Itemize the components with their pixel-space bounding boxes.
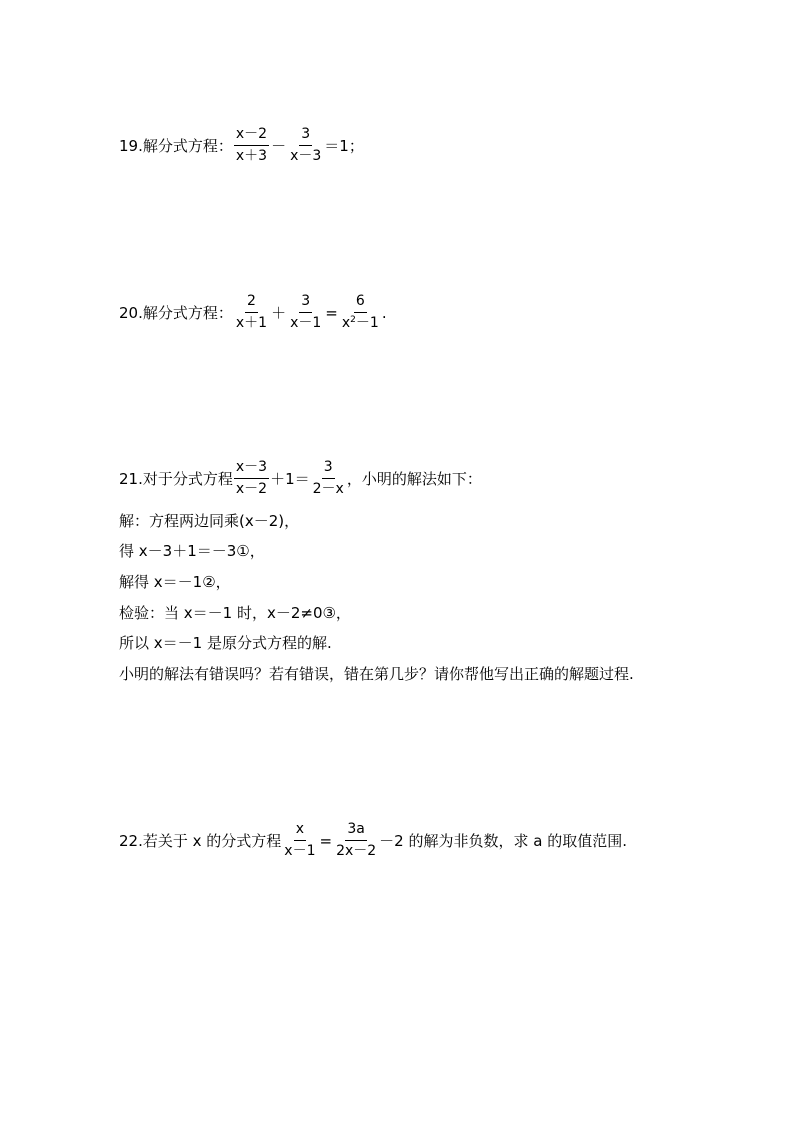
q19-label: 19.解分式方程：: [119, 136, 233, 155]
q21-fraction-1: [234, 459, 269, 498]
q22-rest: －2 的解为非负数，求 a 的取值范围.: [379, 831, 627, 850]
q20-f3-den-exponent: 2: [350, 315, 356, 325]
question-22: [119, 821, 627, 860]
q22-fraction-1: [282, 821, 317, 860]
q21-solution-line-4: 检验：当 x＝－1 时，x－2≠0③，: [119, 604, 351, 622]
question-21: [119, 459, 482, 498]
q21-solution-line-1: 解：方程两边同乘(x－2)，: [119, 512, 300, 530]
q20-f3-den-tail: －1: [355, 315, 379, 331]
q21-label: 21.对于分式方程: [119, 469, 233, 488]
q20-fraction-1-numerator: 2: [245, 293, 258, 313]
q21-solution-line-5: 所以 x＝－1 是原分式方程的解.: [119, 634, 332, 652]
q20-fraction-2: [288, 293, 323, 332]
q21-rest: ，小明的解法如下：: [346, 469, 482, 488]
question-20: [119, 293, 387, 332]
q21-fraction-2-numerator: 3: [322, 459, 335, 479]
q20-rest: .: [381, 303, 387, 322]
q20-operator-1: ＋: [271, 303, 287, 322]
q20-fraction-3: [340, 293, 381, 332]
q20-fraction-1: [234, 293, 269, 332]
q20-fraction-1-denominator: x＋1: [235, 315, 268, 331]
q22-fraction-2-denominator: 2x－2: [336, 843, 377, 859]
q19-fraction-2-numerator: 3: [299, 126, 312, 146]
q21-fraction-2-denominator: 2－x: [312, 481, 344, 497]
q22-fraction-2-numerator: 3a: [345, 821, 367, 841]
q21-mid: ＋1＝: [270, 469, 310, 488]
q19-fraction-1-numerator: x－2: [234, 126, 269, 146]
q22-operator: =: [319, 831, 333, 850]
q21-fraction-1-numerator: x－3: [234, 459, 269, 479]
q21-question-line: 小明的解法有错误吗？若有错误，错在第几步？请你帮他写出正确的解题过程.: [119, 665, 634, 683]
q21-solution-line-2: 得 x－3＋1＝－3①，: [119, 542, 265, 560]
q22-fraction-2: [334, 821, 378, 860]
q19-fraction-2-denominator: x－3: [290, 148, 322, 164]
q20-fraction-2-numerator: 3: [299, 293, 312, 313]
q21-solution-line-3: 解得 x＝－1②，: [119, 573, 231, 591]
q20-label: 20.解分式方程：: [119, 303, 233, 322]
question-19: [119, 126, 364, 165]
q19-fraction-2: [288, 126, 323, 165]
q20-fraction-3-denominator: [340, 313, 381, 332]
q19-fraction-1: [234, 126, 269, 165]
q20-operator-2: =: [325, 303, 338, 322]
q20-fraction-2-denominator: x－1: [290, 315, 322, 331]
q19-fraction-1-denominator: x＋3: [235, 148, 268, 164]
q20-f3-den-base: x: [341, 315, 351, 331]
q22-fraction-1-denominator: x－1: [284, 843, 316, 859]
q20-fraction-3-numerator: 6: [354, 293, 367, 313]
q22-label: 22.若关于 x 的分式方程: [119, 831, 282, 850]
q22-fraction-1-numerator: x: [294, 821, 306, 841]
q21-fraction-2: [311, 459, 346, 498]
q19-rest: ＝1；: [324, 136, 364, 155]
q21-fraction-1-denominator: x－2: [235, 481, 268, 497]
q19-operator: －: [271, 136, 287, 155]
